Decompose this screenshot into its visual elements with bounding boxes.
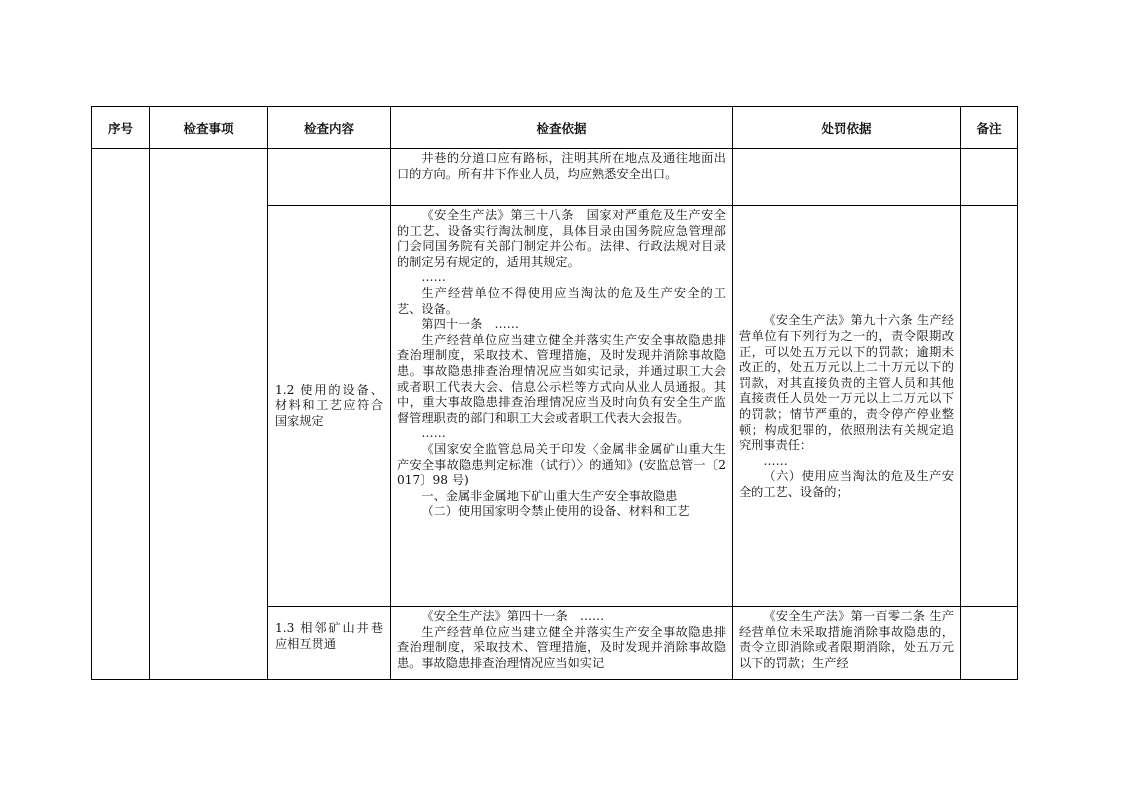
penalty-paragraph: …… (763, 453, 788, 468)
basis-paragraph: …… (421, 270, 446, 285)
table-header-row (92, 107, 1018, 149)
header-content: 检查内容 (268, 107, 391, 149)
header-basis: 检查依据 (391, 107, 733, 149)
basis-paragraph: 《安全生产法》第四十一条 …… (421, 609, 605, 623)
basis-paragraph: 《安全生产法》第三十八条 国家对严重危及生产安全的工艺、设备实行淘汰制度，具体目录由国务院应急管理部门会同国务院有关部门制定并公布。法律、行政法规对目录的制定另有规定的，适用其规定。 (397, 208, 726, 269)
basis-paragraph: 生产经营单位不得使用应当淘汰的危及生产安全的工艺、设备。 (397, 285, 726, 316)
remark-cell (961, 607, 1018, 680)
basis-cell (391, 149, 733, 206)
basis-paragraph: （二）使用国家明令禁止使用的设备、材料和工艺 (421, 504, 690, 519)
basis-paragraph: 井巷的分道口应有路标，注明其所在地点及通往地面出口的方向。所有井下作业人员，均应熟悉安全出口。 (397, 151, 726, 181)
basis-cell (391, 206, 733, 607)
penalty-paragraph: 《安全生产法》第一百零二条 生产经营单位未采取措施消除事故隐患的，责令立即消除或者限期消除，处五万元以下的罚款；生产经 (739, 609, 954, 670)
item-cell (150, 149, 268, 680)
penalty-paragraph: （六）使用应当淘汰的危及生产安全的工艺、设备的； (739, 469, 954, 499)
penalty-paragraph: 《安全生产法》第九十六条 生产经营单位有下列行为之一的，责令限期改正，可以处五万元以下的罚款；逾期未改正的，处五万元以上二十万元以下的罚款，对其直接负责的主管人员和其他直接责任人员处一万元以上二万元以下的罚款；情节严重的，责令停产停业整顿；构成犯罪的，依照刑法有关规定追究刑事责任： (739, 313, 954, 453)
table-row (92, 149, 1018, 206)
content-text: 1.3 相邻矿山井巷应相互贯通 (275, 621, 383, 651)
basis-cell (391, 607, 733, 680)
basis-paragraph: …… (421, 426, 446, 441)
content-cell (268, 206, 391, 607)
basis-paragraph: 第四十一条 …… (421, 317, 519, 332)
basis-paragraph: 生产经营单位应当建立健全并落实生产安全事故隐患排查治理制度，采取技术、管理措施，及时发现并消除事故隐患。事故隐患排查治理情况应当如实记 (397, 624, 726, 670)
content-cell (268, 149, 391, 206)
remark-cell (961, 206, 1018, 607)
header-no: 序号 (92, 107, 150, 149)
inspection-table (91, 106, 1018, 680)
no-cell (92, 149, 150, 680)
content-cell (268, 607, 391, 680)
header-item: 检查事项 (150, 107, 268, 149)
remark-cell (961, 149, 1018, 206)
penalty-cell (733, 149, 961, 206)
header-penalty: 处罚依据 (733, 107, 961, 149)
basis-paragraph: 生产经营单位应当建立健全并落实生产安全事故隐患排查治理制度，采取技术、管理措施，及时发现并消除事故隐患。事故隐患排查治理情况应当如实记录，并通过职工大会或者职工代表大会、信息公示栏等方式向从业人员通报。其中，重大事故隐患排查治理情况应当及时向负有安全生产监督管理职责的部门和职工大会或者职工代表大会报告。 (397, 332, 726, 425)
basis-paragraph: 一、金属非金属地下矿山重大生产安全事故隐患 (421, 488, 678, 503)
header-remark: 备注 (961, 107, 1018, 149)
penalty-cell (733, 607, 961, 680)
content-text: 1.2 使用的设备、材料和工艺应符合国家规定 (275, 382, 383, 428)
basis-paragraph: 《国家安全监管总局关于印发〈金属非金属矿山重大生产安全事故隐患判定标准（试行）〉的通知》(安监总管一〔2017〕98 号) (397, 441, 726, 488)
penalty-cell (733, 206, 961, 607)
